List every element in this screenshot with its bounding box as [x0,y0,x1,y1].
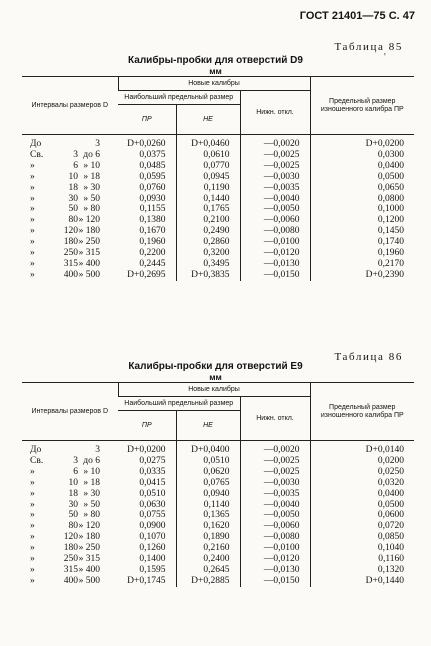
interval-cell [22,565,118,576]
table-title [0,361,431,383]
interval-from: 400 [63,269,78,280]
interval-from: 400 [63,575,78,586]
pr-cell: 0,0630 [118,500,176,511]
worn-limit-cell: D+0,0200 [365,139,405,149]
table-row [22,135,414,150]
interval-from: 18 [68,488,78,499]
pr-cell: 0,1595 [118,565,176,576]
pr-cell: 0,0595 [118,172,176,183]
interval-label: » [30,182,35,193]
worn-limit-cell: 0,0650 [377,182,405,193]
header-intervals: Интервалы размеров D [22,383,118,441]
pr-cell: 0,2200 [118,248,176,259]
table-row [22,183,414,194]
interval-from: 6 [73,160,78,171]
lower-dev-cell: —0,0060 [240,215,310,226]
interval-label: » [30,160,35,171]
interval-label: » [30,171,35,182]
interval-label: » [30,466,35,477]
lower-dev-cell: —0,0025 [240,467,310,478]
ne-cell: 0,3200 [176,248,240,259]
lower-dev-cell: —0,0050 [240,510,310,521]
interval-label: » [30,499,35,510]
table-row [22,565,414,576]
pr-cell: 0,0755 [118,510,176,521]
table-row [22,500,414,511]
table-row [22,576,414,587]
table-row [22,543,414,554]
table-row [22,237,414,248]
interval-cell [22,259,118,270]
interval-from: 3 [73,149,78,160]
worn-limit-cell: 0,0200 [377,455,405,466]
table-row [22,467,414,478]
worn-limit-cell: 0,1200 [377,215,405,226]
pr-cell: 0,0930 [118,194,176,205]
pr-cell: 0,0275 [118,456,176,467]
interval-to: » 80 [83,204,100,215]
ne-cell: 0,1140 [176,500,240,511]
interval-to: » 180 [78,226,100,237]
pr-cell: 0,2445 [118,259,176,270]
ne-cell: 0,1620 [176,521,240,532]
ne-cell: D+0,0400 [176,441,240,456]
pr-cell: 0,0335 [118,467,176,478]
interval-cell [22,500,118,511]
table-row [22,172,414,183]
pr-cell: 0,1400 [118,554,176,565]
ne-cell: 0,2100 [176,215,240,226]
table-title-text: Калибры-пробки для отверстий E9 [128,361,303,372]
header-max-limit: Наибольший предельный размер [118,91,240,105]
table-row [22,510,414,521]
interval-to: » 250 [78,237,100,248]
worn-limit-cell: 0,2170 [377,258,405,269]
header-lower-dev: Нижн. откл. [240,397,310,441]
lower-dev-cell: —0,0100 [240,543,310,554]
interval-label: » [30,258,35,269]
pr-cell: 0,0900 [118,521,176,532]
ne-cell: 0,2160 [176,543,240,554]
lower-dev-cell: —0,0080 [240,226,310,237]
worn-limit-cell: 0,0300 [377,149,405,160]
interval-to: » 10 [83,466,100,477]
ne-cell: 0,1765 [176,204,240,215]
ne-cell: 0,1890 [176,532,240,543]
header-max-limit: Наибольший предельный размер [118,397,240,411]
worn-limit-cell: 0,0720 [377,521,405,532]
interval-to: » 30 [83,488,100,499]
lower-dev-cell: —0,0035 [240,489,310,500]
interval-label: » [30,226,35,237]
interval-from: 3 [73,455,78,466]
worn-limit-cell: 0,1040 [377,543,405,554]
ne-cell: 0,1190 [176,183,240,194]
table-row [22,204,414,215]
interval-label: » [30,521,35,532]
pr-cell: D+0,2695 [118,270,176,281]
interval-cell [22,135,118,150]
interval-from: 80 [68,521,78,532]
interval-cell [22,194,118,205]
worn-limit-cell: 0,1320 [377,564,405,575]
interval-cell [22,270,118,281]
interval-to: » 500 [78,575,100,586]
table-title-text: Калибры-пробки для отверстий D9 [128,55,303,66]
worn-limit-cell: 0,1450 [377,226,405,237]
pr-cell: 0,0485 [118,161,176,172]
pr-cell: 0,1260 [118,543,176,554]
interval-cell [22,215,118,226]
interval-to: до 6 [83,149,100,160]
interval-label: » [30,532,35,543]
interval-cell [22,226,118,237]
interval-cell [22,532,118,543]
interval-to: » 500 [78,269,100,280]
interval-from: 315 [63,564,78,575]
interval-from: 180 [63,543,78,554]
worn-limit-cell: 0,0320 [377,477,405,488]
header-limit-worn: Предельный размер изношенного калибра ПР [310,383,414,441]
interval-cell [22,521,118,532]
interval-cell [22,510,118,521]
table-row [22,259,414,270]
interval-from: 50 [68,204,78,215]
lower-dev-cell: —0,0030 [240,172,310,183]
interval-label: » [30,554,35,565]
interval-to: » 10 [83,160,100,171]
interval-label: » [30,543,35,554]
interval-cell [22,543,118,554]
interval-label: » [30,248,35,259]
table-row [22,554,414,565]
table-unit: мм [209,372,222,382]
ne-cell: 0,2490 [176,226,240,237]
interval-label: Св. [30,149,44,160]
interval-cell [22,478,118,489]
interval-to: » 120 [78,521,100,532]
worn-limit-cell: D+0,0140 [365,445,405,455]
interval-cell [22,489,118,500]
interval-cell [22,248,118,259]
interval-cell [22,554,118,565]
table-row [22,478,414,489]
header-ne: НЕ [176,105,240,135]
ne-cell: 0,0765 [176,478,240,489]
worn-limit-cell: 0,0850 [377,532,405,543]
interval-to: 3 [95,139,100,149]
interval-from: 180 [63,237,78,248]
interval-cell [22,172,118,183]
lower-dev-cell: —0,0120 [240,554,310,565]
table-row [22,194,414,205]
table-row [22,489,414,500]
interval-label: » [30,237,35,248]
lower-dev-cell: —0,0130 [240,565,310,576]
interval-cell [22,576,118,587]
interval-to: » 120 [78,215,100,226]
interval-to: » 400 [78,564,100,575]
ne-cell: D+0,3835 [176,270,240,281]
interval-from: 120 [63,532,78,543]
interval-to: » 30 [83,182,100,193]
interval-to: » 315 [78,554,100,565]
ne-cell: 0,0510 [176,456,240,467]
interval-label: До [30,445,42,455]
worn-limit-cell: 0,1160 [378,554,405,565]
table-unit: мм [209,66,222,76]
worn-limit-cell: 0,0500 [377,171,405,182]
lower-dev-cell: —0,0025 [240,150,310,161]
lower-dev-cell: —0,0020 [240,441,310,456]
ne-cell: 0,0610 [176,150,240,161]
lower-dev-cell: —0,0050 [240,204,310,215]
ne-cell: 0,1440 [176,194,240,205]
interval-to: » 50 [83,499,100,510]
lower-dev-cell: —0,0120 [240,248,310,259]
worn-limit-cell: D+0,1440 [365,575,405,586]
interval-cell [22,150,118,161]
interval-from: 250 [63,554,78,565]
interval-from: 6 [73,466,78,477]
table-row [22,150,414,161]
pr-cell: 0,1070 [118,532,176,543]
pr-cell: 0,1155 [118,204,176,215]
lower-dev-cell: —0,0080 [240,532,310,543]
interval-to: » 400 [78,258,100,269]
pr-cell: 0,1670 [118,226,176,237]
table-row [22,215,414,226]
gauge-table [22,382,414,587]
table-row [22,161,414,172]
interval-from: 10 [68,171,78,182]
interval-label: До [30,139,42,149]
pr-cell: 0,1960 [118,237,176,248]
interval-from: 30 [68,499,78,510]
header-limit-worn: Предельный размер изношенного калибра ПР [310,77,414,135]
lower-dev-cell: —0,0150 [240,270,310,281]
worn-limit-cell: 0,1000 [377,204,405,215]
lower-dev-cell: —0,0150 [240,576,310,587]
interval-cell [22,161,118,172]
interval-to: » 18 [83,171,100,182]
table-label: Таблица 86 [334,351,403,363]
interval-to: » 315 [78,248,100,259]
interval-label: Св. [30,455,44,466]
interval-cell [22,456,118,467]
worn-limit-cell: 0,1740 [377,237,405,248]
table-row [22,441,414,456]
pr-cell: D+0,0200 [118,441,176,456]
worn-limit-cell: 0,0600 [377,510,405,521]
lower-dev-cell: —0,0060 [240,521,310,532]
worn-limit-cell: 0,1960 [377,248,405,259]
interval-from: 80 [68,215,78,226]
interval-label: » [30,269,35,280]
interval-cell [22,237,118,248]
interval-from: 250 [63,248,78,259]
ne-cell: 0,3495 [176,259,240,270]
interval-label: » [30,477,35,488]
table-label: Таблица 85 [334,41,403,53]
table-row [22,226,414,237]
interval-cell [22,441,118,456]
interval-to: » 80 [83,510,100,521]
interval-label: » [30,204,35,215]
worn-limit-cell: 0,0400 [377,488,405,499]
gauge-table [22,76,414,281]
table-body [22,441,414,587]
ne-cell: 0,0770 [176,161,240,172]
interval-label: » [30,193,35,204]
interval-label: » [30,510,35,521]
header-intervals: Интервалы размеров D [22,77,118,135]
ne-cell: D+0,2885 [176,576,240,587]
interval-to: » 50 [83,193,100,204]
pr-cell: 0,0760 [118,183,176,194]
ne-cell: 0,1365 [176,510,240,521]
interval-from: 315 [63,258,78,269]
worn-limit-cell: D+0,2390 [365,269,405,280]
interval-cell [22,183,118,194]
header-lower-dev: Нижн. откл. [240,91,310,135]
worn-limit-cell: 0,0800 [377,193,405,204]
lower-dev-cell: —0,0025 [240,161,310,172]
ne-cell: 0,2400 [176,554,240,565]
interval-to: » 18 [83,477,100,488]
table-row [22,270,414,281]
ne-cell: 0,0940 [176,489,240,500]
interval-from: 30 [68,193,78,204]
interval-from: 120 [63,226,78,237]
interval-to: до 6 [83,455,100,466]
pr-cell: 0,0375 [118,150,176,161]
table-row [22,248,414,259]
interval-from: 50 [68,510,78,521]
interval-label: » [30,488,35,499]
ne-cell: 0,0945 [176,172,240,183]
pr-cell: 0,0415 [118,478,176,489]
header-pr: ПР [118,411,176,441]
worn-limit-cell: 0,0400 [377,160,405,171]
interval-from: 10 [68,477,78,488]
table-body [22,135,414,281]
header-pr: ПР [118,105,176,135]
interval-to: » 180 [78,532,100,543]
interval-from: 18 [68,182,78,193]
ne-cell: 0,2860 [176,237,240,248]
margin-mark: ' [384,52,386,63]
ne-cell: 0,0620 [176,467,240,478]
header-new-gauges: Новые калибры [118,77,310,91]
pr-cell: D+0,0260 [118,135,176,150]
pr-cell: 0,1380 [118,215,176,226]
interval-to: » 250 [78,543,100,554]
table-row [22,456,414,467]
lower-dev-cell: —0,0030 [240,478,310,489]
worn-limit-cell: 0,0250 [377,466,405,477]
interval-cell [22,204,118,215]
lower-dev-cell: —0,0100 [240,237,310,248]
pr-cell: D+0,1745 [118,576,176,587]
interval-label: » [30,215,35,226]
lower-dev-cell: —0,0040 [240,500,310,511]
interval-label: » [30,564,35,575]
ne-cell: D+0,0460 [176,135,240,150]
lower-dev-cell: —0,0020 [240,135,310,150]
worn-limit-cell: 0,0500 [377,499,405,510]
header-new-gauges: Новые калибры [118,383,310,397]
page-header: ГОСТ 21401—75 С. 47 [299,10,415,22]
table-row [22,532,414,543]
pr-cell: 0,0510 [118,489,176,500]
table-title [0,55,431,77]
lower-dev-cell: —0,0025 [240,456,310,467]
lower-dev-cell: —0,0130 [240,259,310,270]
lower-dev-cell: —0,0040 [240,194,310,205]
interval-cell [22,467,118,478]
interval-to: 3 [95,445,100,455]
ne-cell: 0,2645 [176,565,240,576]
interval-label: » [30,575,35,586]
table-row [22,521,414,532]
header-ne: НЕ [176,411,240,441]
lower-dev-cell: —0,0035 [240,183,310,194]
